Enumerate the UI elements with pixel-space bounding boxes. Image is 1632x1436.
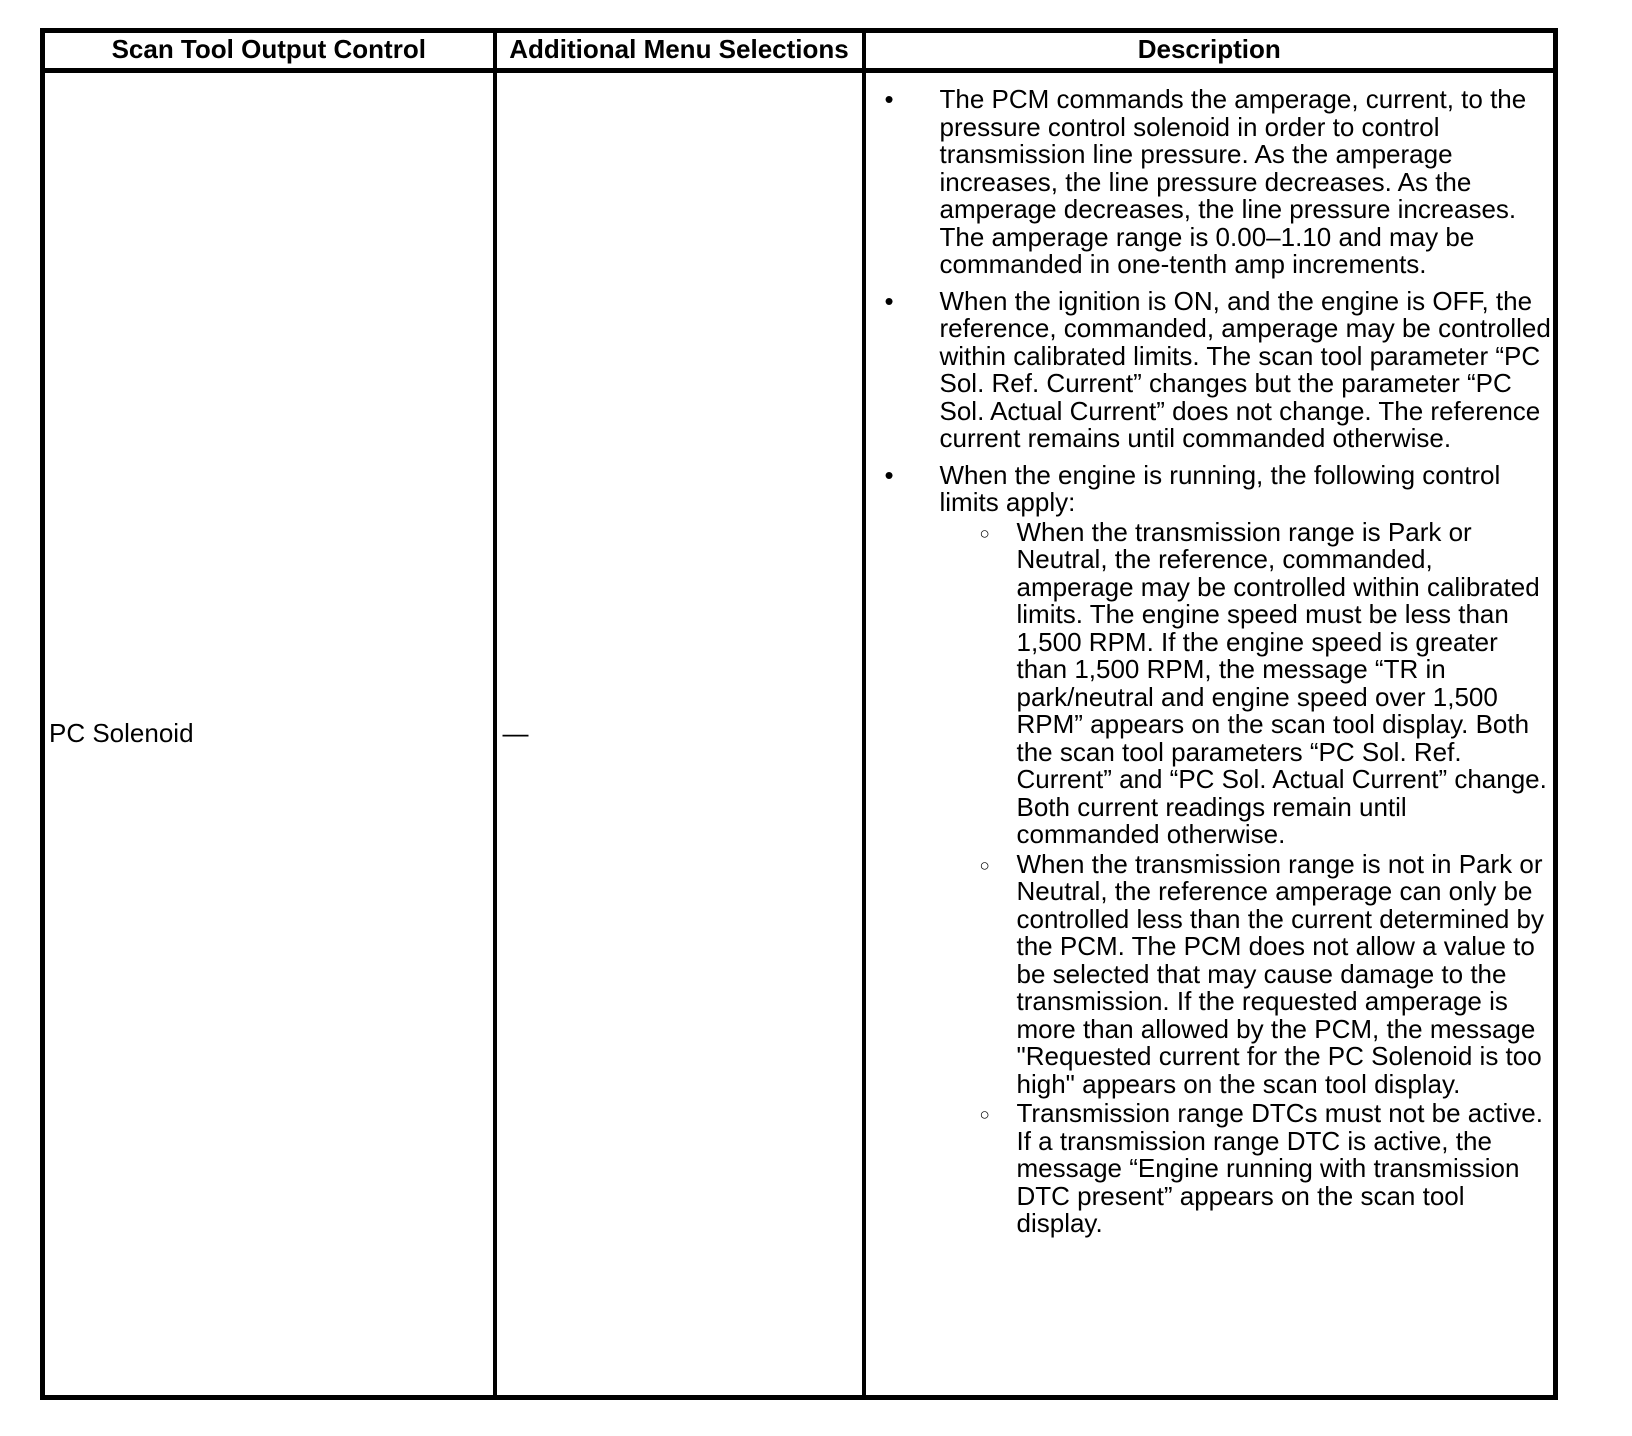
cell-output-control	[43, 71, 495, 1398]
sub-bullet-item	[940, 848, 1552, 1099]
header-additional-menu-selections: Additional Menu Selections	[495, 31, 864, 71]
sub-bullet-item	[940, 516, 1552, 849]
header-scan-tool-output-control: Scan Tool Output Control	[43, 31, 495, 71]
bullet-icon: •	[884, 84, 894, 114]
cell-additional-menu	[495, 71, 864, 1398]
sub-bullet-icon: ○	[979, 855, 990, 875]
sub-bullet-icon: ○	[979, 523, 990, 543]
bullet-text: When the ignition is ON, and the engine is OFF, the reference, commanded, amperage may be controlled within calibrated limits. The scan tool parameter “PC Sol. Ref. Current” changes but the parameter “PC Sol. Actual Current” does not change. The reference current remains until commanded otherwise.	[939, 285, 1551, 453]
cell-description	[864, 71, 1556, 1398]
sub-bullet-text: Transmission range DTCs must not be active. If a transmission range DTC is active, the message “Engine running with transmission DTC present” appears on the scan tool display.	[1016, 1098, 1543, 1238]
header-row	[43, 31, 1556, 71]
bullet-text: When the engine is running, the following control limits apply:	[939, 459, 1501, 517]
sub-bullet-list	[940, 516, 1552, 1238]
additional-menu-dash: —	[502, 718, 529, 749]
bullet-icon: •	[884, 459, 894, 490]
scan-tool-output-control-table	[40, 28, 1558, 1400]
table-row	[43, 71, 1556, 1398]
sub-bullet-icon: ○	[979, 1105, 990, 1124]
bullet-icon: •	[884, 285, 894, 316]
sub-bullet-text: When the transmission range is not in Park or Neutral, the reference amperage can only be controlled less than the current determined by the PCM. The PCM does not allow a value to be selected that may cause damage to the transmission. If the requested amperage is more than allowed by the PCM, the message "Requested current for the PC Solenoid is too high" appears on the scan tool display.	[1016, 848, 1545, 1099]
sub-bullet-item	[940, 1100, 1552, 1238]
description-bullet-list	[866, 86, 1552, 1238]
bullet-item	[866, 86, 1552, 279]
output-control-label: PC Solenoid	[49, 718, 194, 749]
bullet-item	[866, 285, 1552, 453]
header-description: Description	[864, 31, 1556, 71]
bullet-text: The PCM commands the amperage, current, to the pressure control solenoid in order to control transmission line pressure. As the amperage increases, the line pressure decreases. As the amperage decreases, the line pressure increases. The amperage range is 0.00–1.10 and may be commanded in one-tenth amp increments.	[939, 84, 1527, 279]
bullet-item	[866, 459, 1552, 1238]
sub-bullet-text: When the transmission range is Park or Neutral, the reference, commanded, amperage may be controlled within calibrated limits. The engine speed must be less than 1,500 RPM. If the engine speed is greater than 1,500 RPM, the message “TR in park/neutral and engine speed over 1,500 RPM” appears on the scan tool display. Both the scan tool parameters “PC Sol. Ref. Current” and “PC Sol. Actual Current” change. Both current readings remain until commanded otherwise.	[1016, 516, 1547, 849]
